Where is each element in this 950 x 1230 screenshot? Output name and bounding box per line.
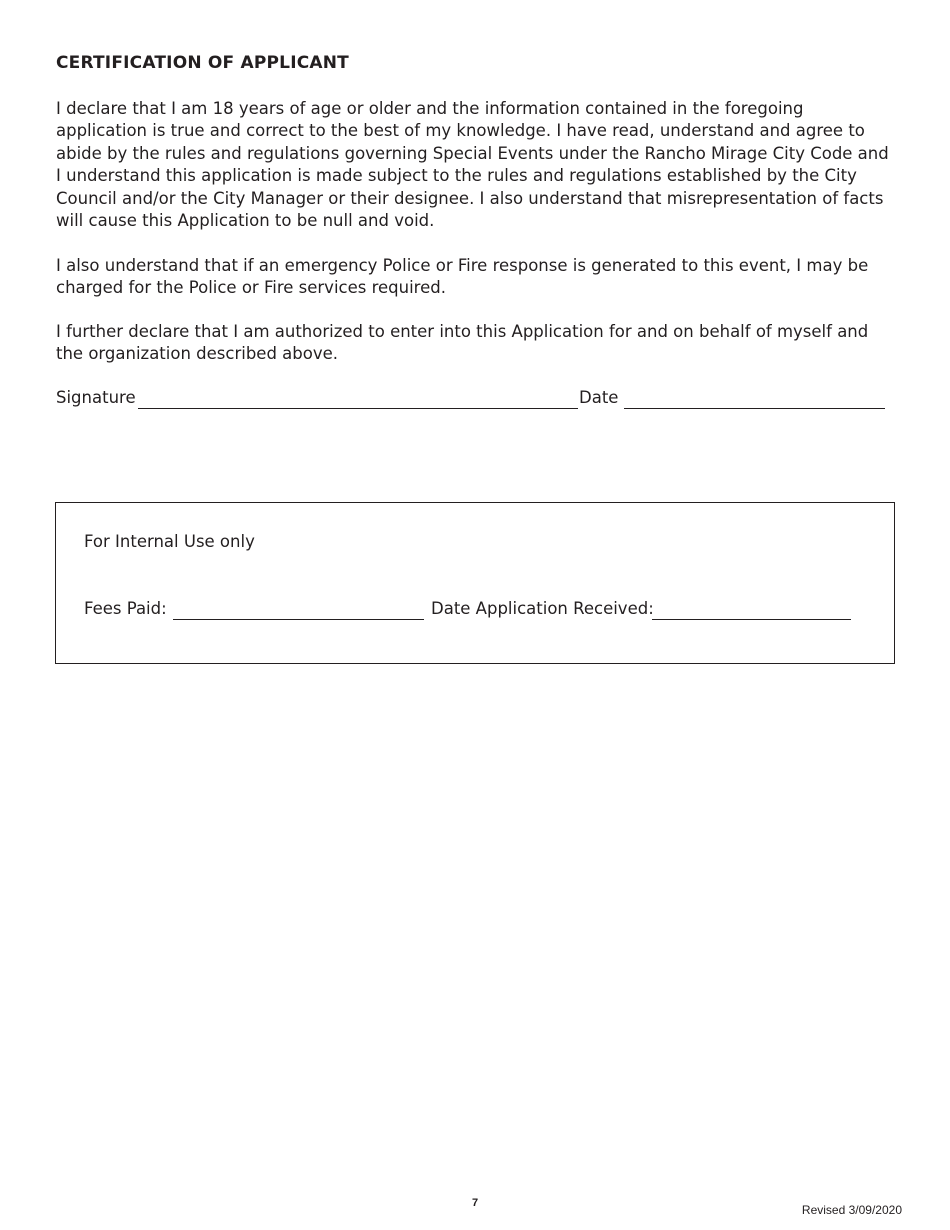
signature-field[interactable] (138, 408, 578, 409)
page-number: 7 (471, 1197, 479, 1209)
signature-label: Signature (56, 388, 136, 407)
authorization-paragraph: I further declare that I am authorized to enter into this Application for and on behalf of myself and the organization described above. (56, 322, 869, 364)
declaration-paragraph: I declare that I am 18 years of age or older and the information contained in the foregoing application is true and correct to the best of my knowledge. I have read, understand and agree to abide by the rules and regulations governing Special Events under the Rancho Mirage City Code and I understand this application is made subject to the rules and regulations established by the City Council and/or the City Manager or their designee. I also understand that misrepresentation of facts will cause this Application to be null and void. (56, 99, 889, 231)
fees-paid-field[interactable] (173, 619, 424, 620)
emergency-response-paragraph: I also understand that if an emergency Police or Fire response is generated to this event, I may be charged for the Police or Fire services required. (56, 256, 869, 298)
date-received-field[interactable] (652, 619, 851, 620)
section-heading: CERTIFICATION OF APPLICANT (56, 53, 349, 73)
date-field[interactable] (624, 408, 885, 409)
signature-row (56, 388, 896, 414)
date-received-label: Date Application Received: (431, 599, 654, 618)
internal-use-title: For Internal Use only (84, 532, 255, 551)
date-label: Date (579, 388, 619, 407)
revision-date: Revised 3/09/2020 (801, 1203, 902, 1217)
internal-use-box (55, 502, 895, 664)
fees-paid-label: Fees Paid: (84, 599, 167, 618)
